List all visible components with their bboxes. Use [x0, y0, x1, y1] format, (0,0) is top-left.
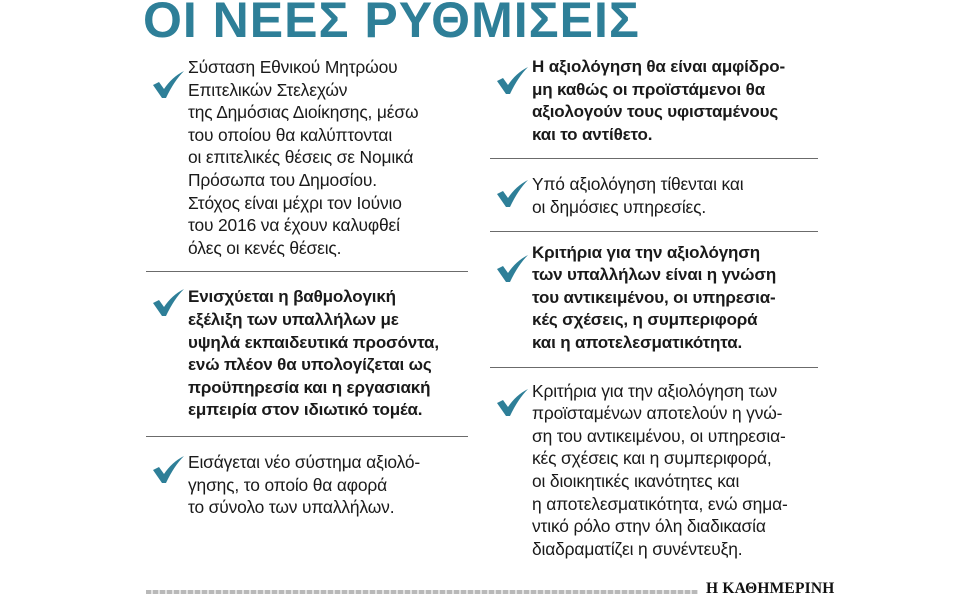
footer-rule: [146, 590, 698, 594]
checkmark-icon: [150, 455, 186, 485]
list-item: [146, 451, 468, 519]
item-text: Κριτήρια για την αξιολόγηση των προϊσταμένων αποτελούν η γνώ- ση του αντικειμένου, οι υπηρεσια- κές σχέσεις και η συμπεριφορά, οι διοικητικές ικανότητες και η αποτελεσματικότητα, ενώ σημα- ντικό ρόλο στην όλη διαδικασία διαδραματίζει η συνέντευξη.: [532, 380, 788, 559]
list-item: [146, 56, 468, 259]
list-item: [490, 242, 818, 355]
checkmark-icon: [150, 70, 186, 100]
checkmark-icon: [494, 179, 530, 209]
item-text: Κριτήρια για την αξιολόγηση των υπαλλήλων είναι η γνώση του αντικειμένου, οι υπηρεσια- κές σχέσεις, η συμπεριφορά και η αποτελεσματικότητα.: [532, 242, 777, 352]
divider: [146, 436, 468, 437]
page-title: ΟΙ ΝΕΕΣ ΡΥΘΜΙΣΕΙΣ: [143, 0, 640, 48]
item-text: Σύσταση Εθνικού Μητρώου Επιτελικών Στελεχών της Δημόσιας Διοίκησης, μέσω του οποίου θα καλύπτονται οι επιτελικές θέσεις σε Νομικά Πρόσωπα του Δημοσίου. Στόχος είναι μέχρι τον Ιούνιο του 2016 να έχουν καλυφθεί όλες οι κενές θέσεις.: [188, 57, 419, 258]
item-text: Ενισχύεται η βαθμολογική εξέλιξη των υπαλλήλων με υψηλά εκπαιδευτικά προσόντα, ενώ πλέον θα υπολογίζεται ως προϋπηρεσία και η εργασιακή εμπειρία στον ιδιωτικό τομέα.: [188, 287, 439, 420]
left-column: [146, 56, 468, 519]
checkmark-icon: [494, 254, 530, 284]
checkmark-icon: [150, 288, 186, 318]
list-item: [146, 286, 468, 422]
checkmark-icon: [494, 388, 530, 418]
item-text: Εισάγεται νέο σύστημα αξιολό- γησης, το οποίο θα αφορά το σύνολο των υπαλλήλων.: [188, 451, 421, 518]
item-text: Υπό αξιολόγηση τίθενται και οι δημόσιες υπηρεσίες.: [532, 174, 744, 217]
right-column: [490, 56, 818, 560]
list-item: [490, 173, 818, 218]
item-text: Η αξιολόγηση θα είναι αμφίδρο- μη καθώς οι προϊστάμενοι θα αξιολογούν τους υφισταμένους και το αντίθετο.: [532, 57, 785, 144]
divider: [490, 367, 818, 368]
divider: [490, 158, 818, 159]
checkmark-icon: [494, 66, 530, 96]
publication-logo: Η ΚΑΘΗΜΕΡΙΝΗ: [706, 580, 835, 597]
list-item: [490, 380, 818, 561]
divider: [490, 231, 818, 232]
list-item: [490, 56, 818, 146]
divider: [146, 271, 468, 272]
